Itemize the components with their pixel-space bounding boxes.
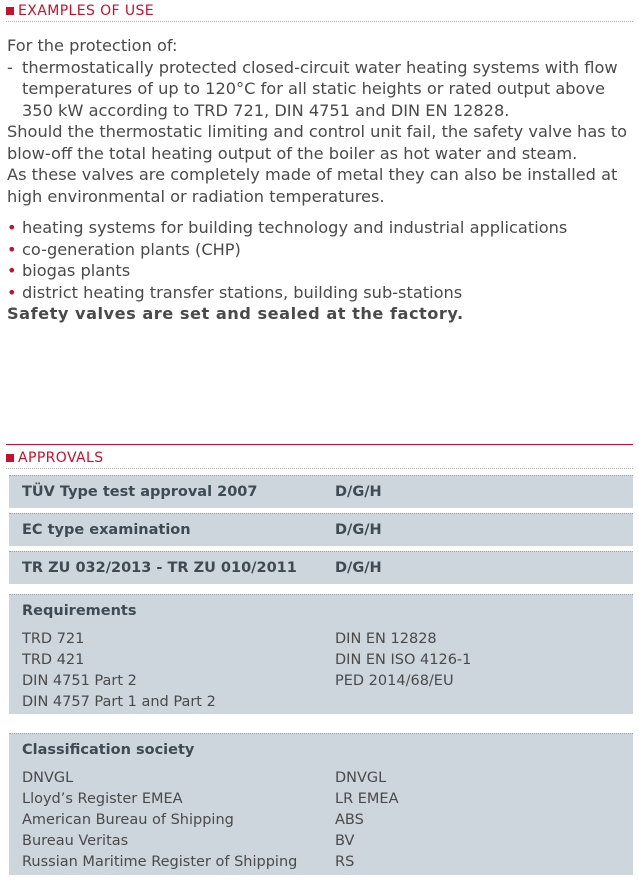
list-item <box>7 239 633 261</box>
society-name: Russian Maritime Register of Shipping <box>22 854 298 870</box>
examples-section-heading <box>6 0 633 22</box>
list-item-text: heating systems for building technology and industrial applications <box>22 218 568 237</box>
dash-list-item <box>7 57 633 122</box>
society-code: RS <box>335 854 355 870</box>
table-row <box>9 513 633 546</box>
list-item <box>7 217 633 239</box>
requirement-item: PED 2014/68/EU <box>335 673 454 689</box>
requirement-item: TRD 421 <box>22 652 85 668</box>
approvals-heading-label: APPROVALS <box>18 449 104 466</box>
list-item <box>7 260 633 282</box>
approval-value: D/G/H <box>335 522 382 538</box>
classification-left-column <box>22 768 335 873</box>
red-square-icon <box>6 7 14 15</box>
bullet-icon: • <box>7 261 17 280</box>
intro-text: For the protection of: <box>7 36 178 55</box>
approval-label: TÜV Type test approval 2007 <box>22 484 258 500</box>
approvals-section-heading <box>6 444 633 469</box>
requirement-item: DIN EN 12828 <box>335 631 437 647</box>
society-name: Bureau Veritas <box>22 833 129 849</box>
bullet-icon: • <box>7 282 17 302</box>
table-row <box>9 551 633 584</box>
examples-heading-label: EXAMPLES OF USE <box>18 2 155 19</box>
requirement-item: DIN 4757 Part 1 and Part 2 <box>22 694 216 710</box>
classification-title: Classification society <box>22 742 195 758</box>
red-square-icon <box>6 454 14 462</box>
bullet-icon: • <box>7 239 17 259</box>
list-item-text: co-generation plants (CHP) <box>22 239 241 259</box>
society-code: LR EMEA <box>335 791 399 807</box>
approval-label: EC type examination <box>22 522 191 538</box>
society-name: DNVGL <box>22 770 74 786</box>
list-item-text: biogas plants <box>22 261 131 280</box>
examples-body <box>7 35 633 325</box>
requirement-item: DIN 4751 Part 2 <box>22 673 137 689</box>
requirement-item: DIN EN ISO 4126-1 <box>335 652 472 668</box>
dash-marker: - <box>7 57 13 77</box>
list-item-text: district heating transfer stations, building sub-stations <box>22 282 463 302</box>
requirements-right-column <box>335 629 471 713</box>
approval-value: D/G/H <box>335 560 382 576</box>
society-name: American Bureau of Shipping <box>22 812 234 828</box>
table-row <box>9 475 633 508</box>
paragraph-failure: Should the thermostatic limiting and control unit fail, the safety valve has to blow-off the total heating output of the boiler as hot water and steam. <box>7 122 628 163</box>
paragraph-metal: As these valves are completely made of metal they can also be installed at high environmental or radiation temperatures. <box>7 165 618 206</box>
classification-block <box>9 733 633 875</box>
classification-right-column <box>335 768 399 873</box>
approvals-table <box>9 475 633 589</box>
dash-item-text: thermostatically protected closed-circuit water heating systems with flow temperatures of up to 120°C for all static heights or rated output above 350 kW according to TRD 721, DIN 4751 and DIN EN 12828. <box>22 57 618 120</box>
requirement-item: TRD 721 <box>22 631 85 647</box>
applications-list <box>7 217 633 303</box>
society-code: BV <box>335 833 355 849</box>
society-code: DNVGL <box>335 770 387 786</box>
factory-sealed-note: Safety valves are set and sealed at the factory. <box>7 304 464 323</box>
approval-value: D/G/H <box>335 484 382 500</box>
approval-label: TR ZU 032/2013 - TR ZU 010/2011 <box>22 560 297 576</box>
society-code: ABS <box>335 812 364 828</box>
requirements-block <box>9 594 633 714</box>
requirements-title: Requirements <box>22 603 137 619</box>
society-name: Lloyd’s Register EMEA <box>22 791 183 807</box>
list-item <box>7 282 633 304</box>
bullet-icon: • <box>7 218 17 237</box>
requirements-left-column <box>22 629 335 713</box>
